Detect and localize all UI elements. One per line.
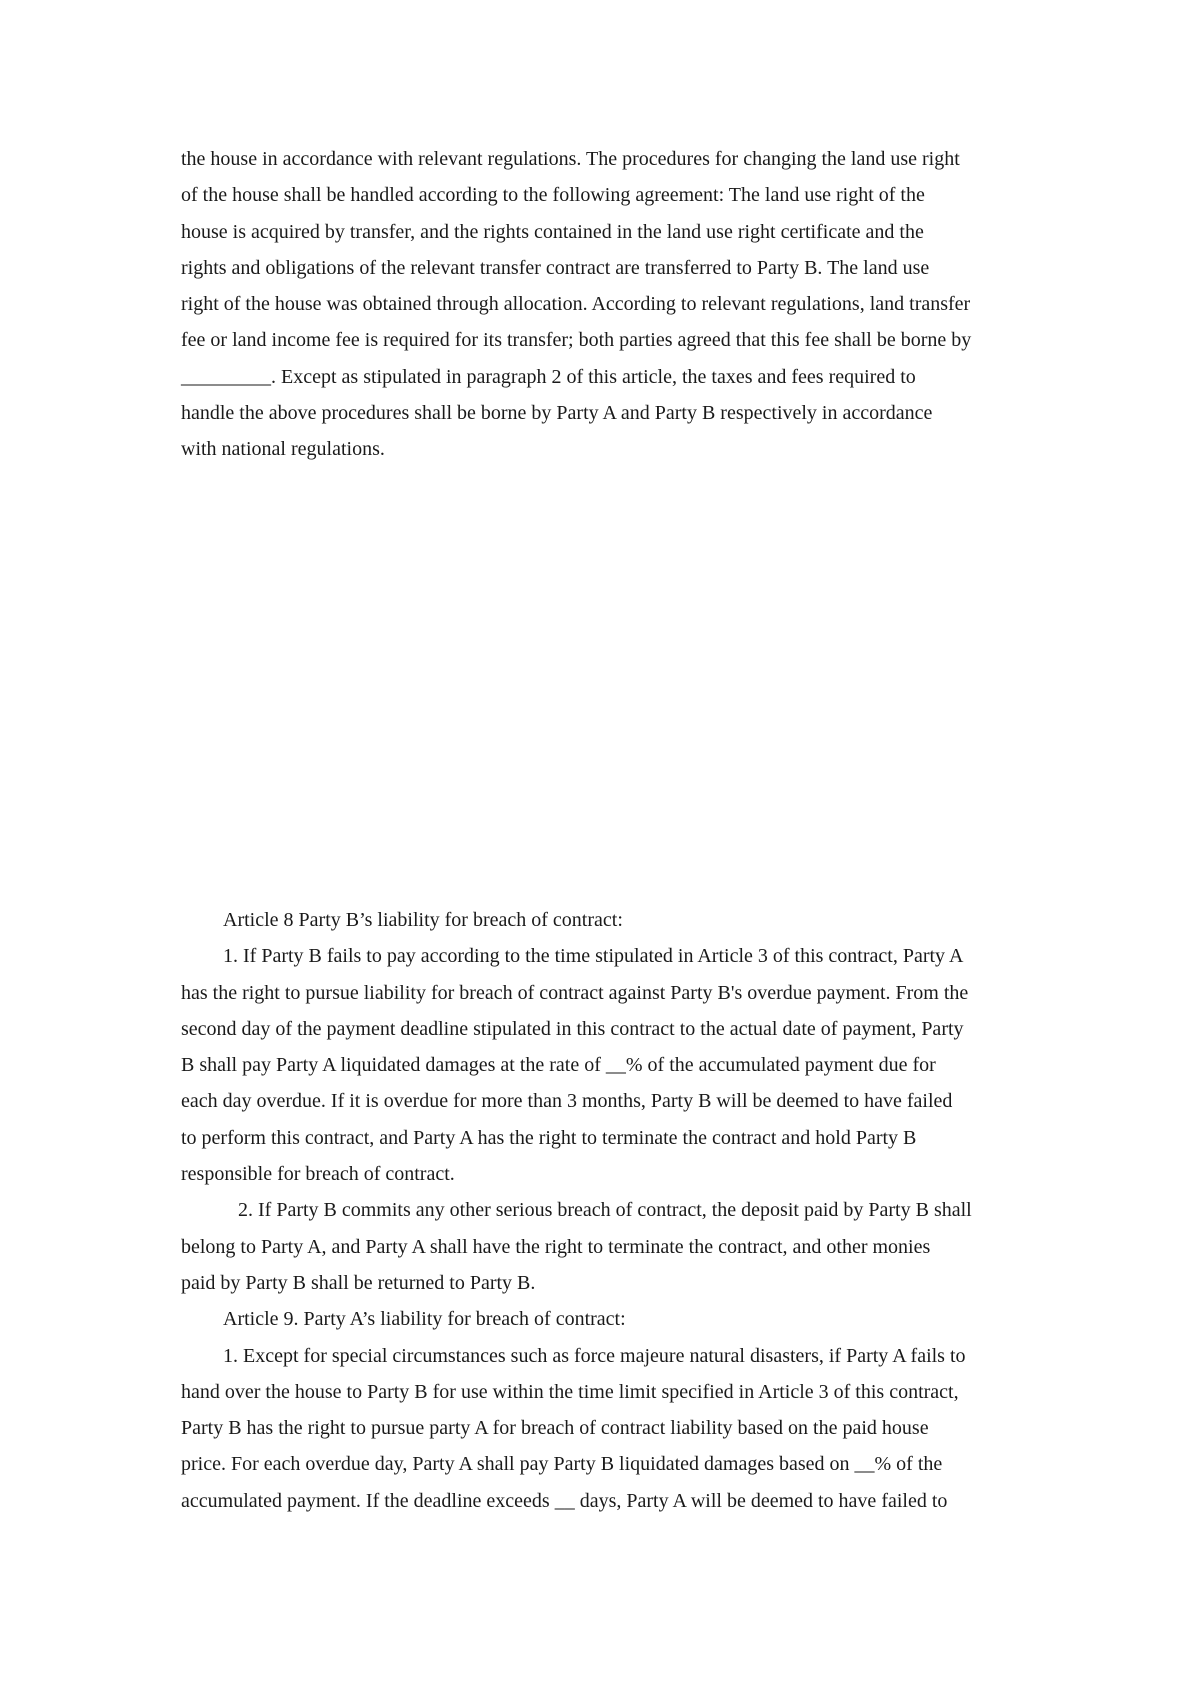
article-8-item-1-line: has the right to pursue liability for breach of contract against Party B's overdue payment. From the	[181, 981, 969, 1004]
paragraph-line: of the house shall be handled according to the following agreement: The land use right of the	[181, 184, 925, 207]
article-8-item-1-line: each day overdue. If it is overdue for more than 3 months, Party B will be deemed to have failed	[181, 1090, 953, 1113]
article-7-continuation	[181, 141, 1021, 468]
article-8-heading: Article 8 Party B’s liability for breach of contract:	[223, 909, 623, 931]
paragraph-line: right of the house was obtained through allocation. According to relevant regulations, land transfer	[181, 293, 971, 316]
paragraph-line: with national regulations.	[181, 438, 385, 461]
article-9-item-1-line: Party B has the right to pursue party A for breach of contract liability based on the paid house	[181, 1417, 929, 1440]
article-9-heading: Article 9. Party A’s liability for breach of contract:	[223, 1308, 626, 1331]
article-8-item-2-line: 2. If Party B commits any other serious breach of contract, the deposit paid by Party B shall	[238, 1199, 972, 1222]
article-8-item-2-line: paid by Party B shall be returned to Party B.	[181, 1271, 536, 1294]
article-9-item-1-line: accumulated payment. If the deadline exceeds __ days, Party A will be deemed to have failed to	[181, 1489, 948, 1512]
article-9-item-1-line: price. For each overdue day, Party A shall pay Party B liquidated damages based on __% of the	[181, 1453, 943, 1476]
article-8-item-1-line: 1. If Party B fails to pay according to the time stipulated in Article 3 of this contract, Party A	[223, 945, 964, 968]
paragraph-line: house is acquired by transfer, and the rights contained in the land use right certificate and the	[181, 220, 924, 243]
paragraph-line: handle the above procedures shall be borne by Party A and Party B respectively in accordance	[181, 402, 933, 425]
article-8-item-1-line: second day of the payment deadline stipulated in this contract to the actual date of payment, Party	[181, 1017, 964, 1040]
article-9-item-1-line: hand over the house to Party B for use within the time limit specified in Article 3 of this contract,	[181, 1380, 959, 1403]
articles-8-9	[181, 902, 1021, 1519]
paragraph-line: the house in accordance with relevant regulations. The procedures for changing the land use right	[181, 148, 960, 170]
article-8-item-2-line: belong to Party A, and Party A shall have the right to terminate the contract, and other monies	[181, 1235, 931, 1258]
article-8-item-1-line: to perform this contract, and Party A has the right to terminate the contract and hold Party B	[181, 1126, 917, 1149]
article-8-item-1-line: B shall pay Party A liquidated damages at the rate of __% of the accumulated payment due for	[181, 1054, 936, 1077]
article-8-item-1-line: responsible for breach of contract.	[181, 1163, 455, 1186]
paragraph-line: fee or land income fee is required for its transfer; both parties agreed that this fee shall be borne by	[181, 329, 972, 352]
paragraph-line: _________. Except as stipulated in paragraph 2 of this article, the taxes and fees required to	[181, 365, 916, 388]
paragraph-line: rights and obligations of the relevant transfer contract are transferred to Party B. The land use	[181, 256, 930, 279]
article-9-item-1-line: 1. Except for special circumstances such as force majeure natural disasters, if Party A fails to	[223, 1344, 966, 1367]
